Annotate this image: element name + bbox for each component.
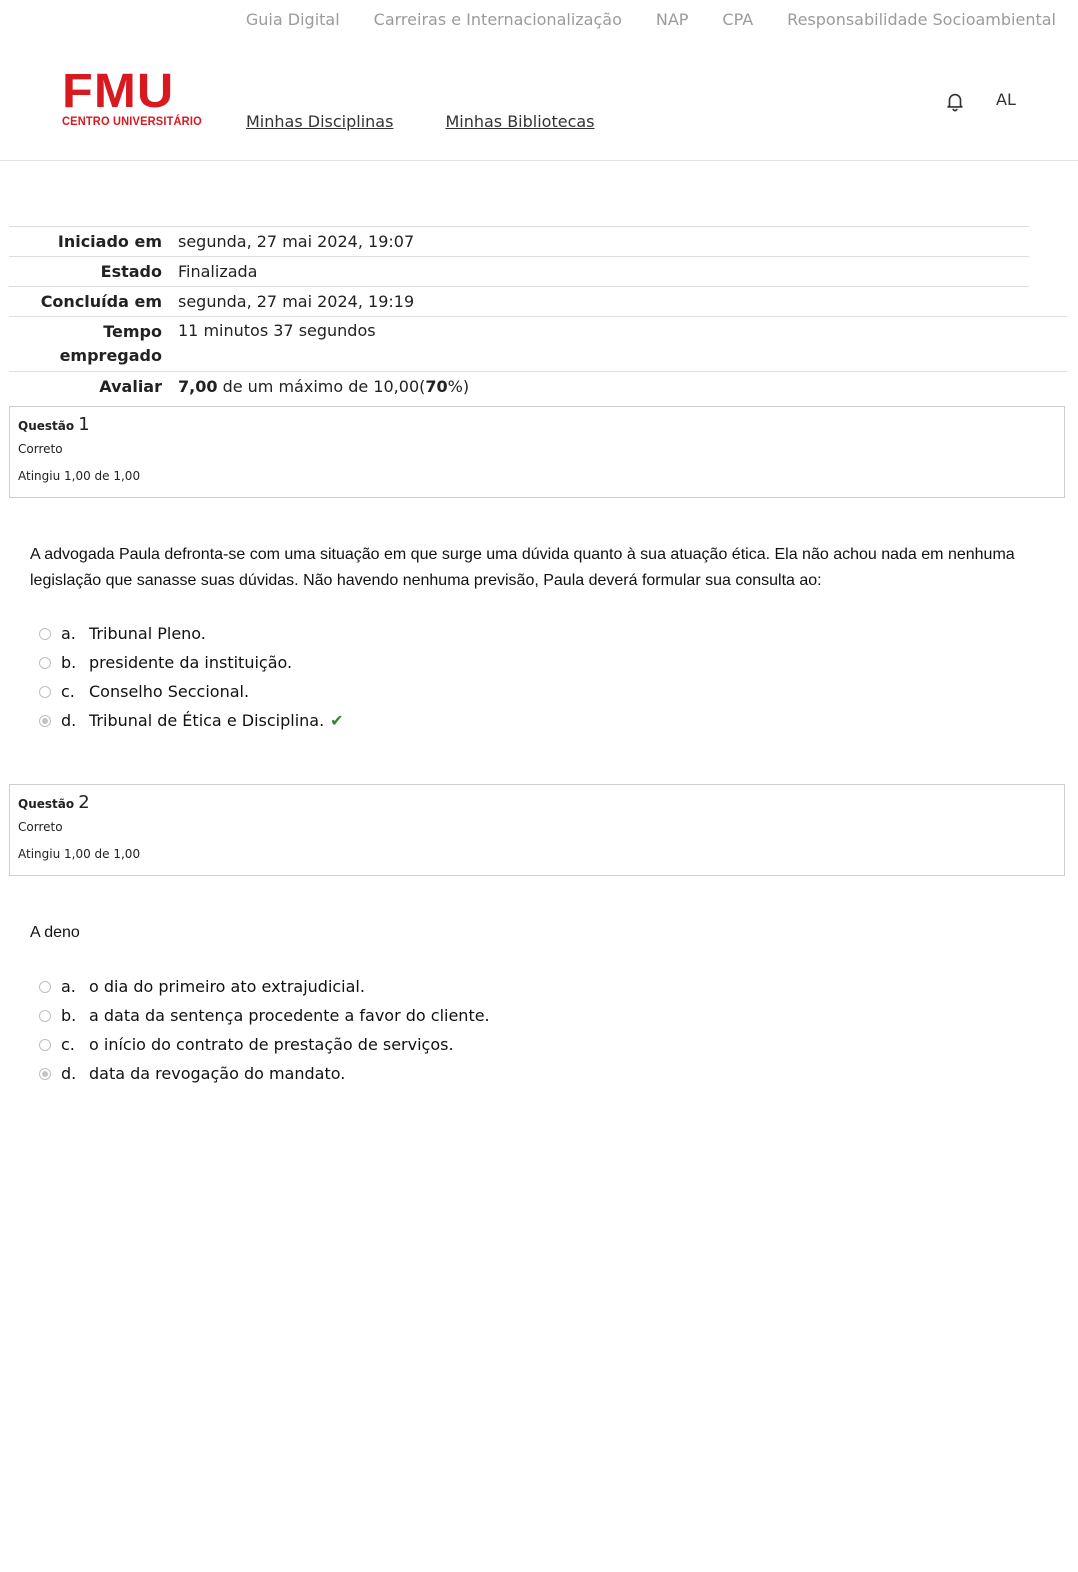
answer-text: o dia do primeiro ato extrajudicial. xyxy=(89,977,365,996)
question-status: Correto xyxy=(18,442,63,456)
answer-text: presidente da instituição. xyxy=(89,653,293,672)
answer-letter: d. xyxy=(61,711,77,730)
logo-subtitle: CENTRO UNIVERSITÁRIO xyxy=(62,114,202,128)
answer-text: Tribunal Pleno. xyxy=(89,624,206,643)
answer-text: a data da sentença procedente a favor do cliente. xyxy=(89,1006,490,1025)
summary-value xyxy=(162,372,469,401)
question-info-2 xyxy=(9,784,1065,876)
answer-letter: d. xyxy=(61,1064,77,1083)
summary-label-line2: empregado xyxy=(59,346,162,365)
answer-option[interactable] xyxy=(39,1001,490,1030)
answer-text: data da revogação do mandato. xyxy=(89,1064,346,1083)
answer-letter: a. xyxy=(61,624,76,643)
question-title xyxy=(18,791,1056,815)
question-grade: Atingiu 1,00 de 1,00 xyxy=(18,469,141,483)
question-number: 1 xyxy=(78,414,90,435)
question-grade: Atingiu 1,00 de 1,00 xyxy=(18,847,141,861)
summary-label: Avaliar xyxy=(99,377,162,396)
summary-row-iniciado xyxy=(9,226,1029,256)
question-status: Correto xyxy=(18,820,63,834)
answer-letter: b. xyxy=(61,1006,77,1025)
user-menu-initials[interactable]: AL xyxy=(996,90,1016,109)
summary-value: segunda, 27 mai 2024, 19:07 xyxy=(178,232,415,251)
top-nav-carreiras[interactable]: Carreiras e Internacionalização xyxy=(373,10,622,29)
score-value: 7,00 xyxy=(178,377,218,396)
answer-list-1 xyxy=(39,619,344,735)
answer-option[interactable] xyxy=(39,619,344,648)
summary-label: Estado xyxy=(100,262,162,281)
top-nav-cpa[interactable]: CPA xyxy=(722,10,754,29)
summary-row-estado xyxy=(9,256,1029,286)
top-utility-nav xyxy=(246,10,1056,29)
answer-letter: a. xyxy=(61,977,76,996)
nav-minhas-bibliotecas[interactable]: Minhas Bibliotecas xyxy=(445,112,595,131)
answer-option[interactable] xyxy=(39,1030,490,1059)
attempt-summary-table xyxy=(9,226,1067,401)
summary-label-line1: Tempo xyxy=(103,322,162,341)
question-info-1 xyxy=(9,406,1065,498)
radio-button[interactable] xyxy=(39,981,51,993)
radio-button[interactable] xyxy=(39,1010,51,1022)
answer-option-selected[interactable] xyxy=(39,706,344,735)
question-title xyxy=(18,413,1056,437)
logo-wordmark: FMU xyxy=(62,65,175,118)
summary-label: Iniciado em xyxy=(57,232,162,251)
radio-button[interactable] xyxy=(39,686,51,698)
radio-button[interactable] xyxy=(39,628,51,640)
radio-button[interactable] xyxy=(39,1039,51,1051)
bell-icon[interactable] xyxy=(944,90,966,112)
score-percent-suffix: %) xyxy=(447,377,470,396)
answer-option[interactable] xyxy=(39,972,490,1001)
answer-text: Tribunal de Ética e Disciplina. xyxy=(89,711,325,730)
radio-button[interactable] xyxy=(39,657,51,669)
score-percent: 70 xyxy=(425,377,448,396)
top-nav-nap[interactable]: NAP xyxy=(655,10,689,29)
fmu-logo[interactable] xyxy=(62,65,202,128)
answer-option[interactable] xyxy=(39,648,344,677)
summary-value: Finalizada xyxy=(178,262,258,281)
score-max-text: de um máximo de 10,00( xyxy=(217,377,426,396)
summary-label xyxy=(9,317,162,371)
main-nav xyxy=(246,112,595,131)
summary-row-tempo xyxy=(9,316,1067,371)
nav-minhas-disciplinas[interactable]: Minhas Disciplinas xyxy=(246,112,394,131)
answer-letter: c. xyxy=(61,682,75,701)
radio-button-checked[interactable] xyxy=(39,715,51,727)
question-label: Questão xyxy=(18,419,75,433)
top-nav-guia-digital[interactable]: Guia Digital xyxy=(245,10,340,29)
question-label: Questão xyxy=(18,797,75,811)
answer-option-selected[interactable] xyxy=(39,1059,490,1088)
summary-value: segunda, 27 mai 2024, 19:19 xyxy=(178,292,415,311)
question-text-2: A deno xyxy=(30,924,80,941)
radio-button-checked[interactable] xyxy=(39,1068,51,1080)
summary-row-concluida xyxy=(9,286,1029,316)
question-text-1: A advogada Paula defronta-se com uma situação em que surge uma dúvida quanto à sua atuação ética. Ela não achou nada em nenhuma legislação que sanasse suas dúvidas. Não havendo nenhuma previsão, Paula deverá formular sua consulta ao: xyxy=(30,546,1015,589)
summary-label: Concluída em xyxy=(40,292,162,311)
summary-row-avaliar xyxy=(9,371,1067,401)
question-number: 2 xyxy=(78,792,90,813)
site-header xyxy=(0,50,1078,161)
check-icon: ✔ xyxy=(330,711,344,730)
answer-option[interactable] xyxy=(39,677,344,706)
answer-letter: c. xyxy=(61,1035,75,1054)
answer-text: o início do contrato de prestação de serviços. xyxy=(89,1035,454,1054)
answer-text: Conselho Seccional. xyxy=(89,682,250,701)
top-nav-responsabilidade[interactable]: Responsabilidade Socioambiental xyxy=(787,10,1056,29)
answer-list-2 xyxy=(39,972,490,1088)
summary-value: 11 minutos 37 segundos xyxy=(178,321,376,340)
answer-letter: b. xyxy=(61,653,77,672)
